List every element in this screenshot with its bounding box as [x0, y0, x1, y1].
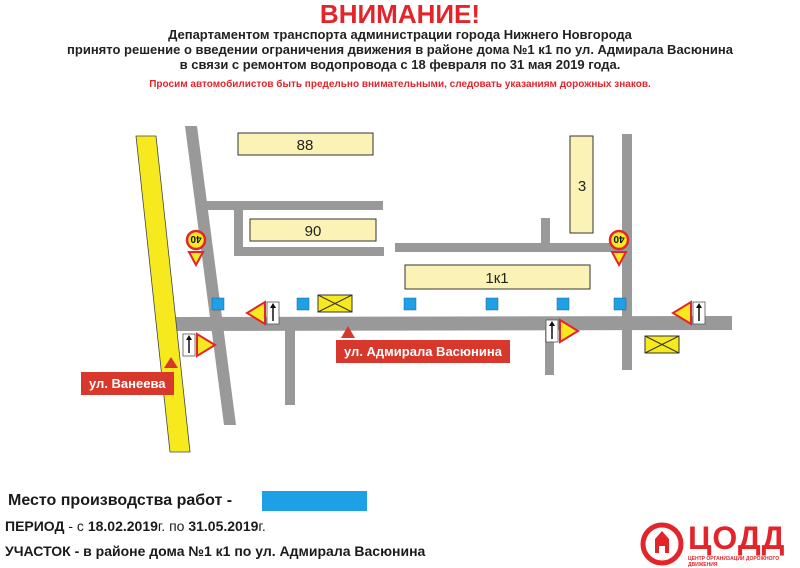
logo-subtitle: ЦЕНТР ОРГАНИЗАЦИИ ДОРОЖНОГО ДВИЖЕНИЯ [688, 556, 780, 568]
street-label-admirala: ул. Адмирала Васюнина [336, 340, 510, 363]
kremlin-emblem-icon [640, 522, 684, 566]
speed-limit-sign-icon [187, 231, 205, 265]
period-prefix: ПЕРИОД [5, 518, 65, 534]
section-prefix: УЧАСТОК [5, 543, 71, 559]
street-label-vaneeva: ул. Ванеева [81, 372, 174, 395]
road-upper-connector [198, 201, 383, 210]
period-to: 31.05.2019 [188, 518, 259, 534]
period-from: 18.02.2019 [87, 518, 158, 534]
section-text: - в районе дома №1 к1 по ул. Адмирала Васюнина [70, 543, 426, 559]
period-from-text: - с [64, 518, 88, 534]
header-line-1: Департаментом транспорта администрации города Нижнего Новгорода [168, 27, 632, 42]
building-3-label: 3 [577, 178, 587, 195]
building-88-label: 88 [296, 137, 314, 154]
worksite-marker [404, 298, 416, 310]
road-right-connector [395, 243, 630, 252]
period-mid: г. по [157, 518, 189, 534]
buildings [238, 133, 593, 289]
page-title: ВНИМАНИЕ! [319, 0, 481, 29]
logo-name: ЦОДД [688, 520, 786, 556]
worksite-marker [297, 298, 309, 310]
speed-limit-label: 40 [613, 233, 625, 244]
warning-text: Просим автомобилистов быть предельно внимательными, следовать указаниям дорожных знаков. [149, 79, 651, 90]
road-barrier [318, 295, 352, 312]
worksite-marker [212, 298, 224, 310]
building-1k1-label: 1к1 [485, 270, 509, 287]
section-line [5, 543, 425, 559]
period-line [5, 518, 266, 534]
header-line-3: в связи с ремонтом водопровода с 18 февраля по 31 мая 2019 года. [179, 57, 621, 72]
worksite-marker [486, 298, 498, 310]
worksite-legend-label: Место производства работ - [8, 492, 233, 509]
narrowing-sign-icon [183, 334, 215, 356]
road-left-diagonal [185, 126, 236, 425]
worksite-marker [614, 298, 626, 310]
road-barrier [645, 336, 679, 353]
worksite-legend-swatch [262, 491, 367, 511]
road-lower-branch [285, 330, 295, 405]
building-90-label: 90 [304, 223, 322, 240]
worksite-marker [557, 298, 569, 310]
road-90-lower-branch [234, 247, 384, 256]
speed-limit-label: 40 [190, 233, 202, 244]
road-vaneeva [136, 136, 190, 452]
road-3-branch [541, 218, 550, 252]
period-suffix: г. [258, 518, 266, 534]
header-line-2: принято решение о введении ограничения движения в районе дома №1 к1 по ул. Адмирала Васюнина [67, 42, 733, 57]
